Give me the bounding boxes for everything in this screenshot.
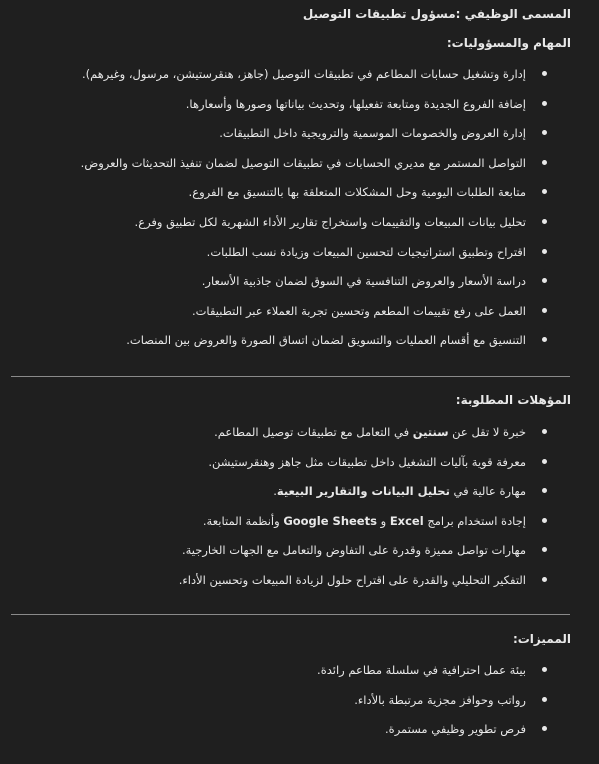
bullet-dot-icon bbox=[542, 101, 547, 106]
bullet-dot-icon bbox=[542, 337, 547, 342]
bullet-dot-icon bbox=[542, 429, 547, 434]
section-divider bbox=[11, 376, 570, 377]
qualifications-list bbox=[0, 424, 599, 602]
list-item: التنسيق مع أقسام العمليات والتسويق لضمان اتساق الصورة والعروض بين المنصات. bbox=[0, 332, 599, 362]
list-item: مهارة عالية في تحليل البيانات والتقارير البيعية. bbox=[0, 483, 599, 513]
list-item: التواصل المستمر مع مديري الحسابات في تطبيقات التوصيل لضمان تنفيذ التحديثات والعروض. bbox=[0, 155, 599, 185]
bullet-dot-icon bbox=[542, 189, 547, 194]
bullet-dot-icon bbox=[542, 697, 547, 702]
bullet-dot-icon bbox=[542, 130, 547, 135]
bullet-dot-icon bbox=[542, 308, 547, 313]
bullet-dot-icon bbox=[542, 71, 547, 76]
bullet-dot-icon bbox=[542, 249, 547, 254]
list-item: دراسة الأسعار والعروض التنافسية في السوق لضمان جاذبية الأسعار. bbox=[0, 273, 599, 303]
list-item: فرص تطوير وظيفي مستمرة. bbox=[0, 721, 599, 751]
bullet-dot-icon bbox=[542, 667, 547, 672]
list-item: إدارة وتشغيل حسابات المطاعم في تطبيقات التوصيل (جاهز، هنقرستيشن، مرسول، وغيرهم). bbox=[0, 66, 599, 96]
section-divider bbox=[11, 614, 570, 615]
list-item: إجادة استخدام برامج Excel و Google Sheets وأنظمة المتابعة. bbox=[0, 513, 599, 543]
bullet-dot-icon bbox=[542, 518, 547, 523]
list-item: رواتب وحوافز مجزية مرتبطة بالأداء. bbox=[0, 692, 599, 722]
list-item: إضافة الفروع الجديدة ومتابعة تفعيلها، وتحديث بياناتها وصورها وأسعارها. bbox=[0, 96, 599, 126]
list-item: التفكير التحليلي والقدرة على اقتراح حلول لزيادة المبيعات وتحسين الأداء. bbox=[0, 572, 599, 602]
bullet-dot-icon bbox=[542, 278, 547, 283]
list-item: متابعة الطلبات اليومية وحل المشكلات المتعلقة بها بالتنسيق مع الفروع. bbox=[0, 184, 599, 214]
bullet-dot-icon bbox=[542, 160, 547, 165]
job-title: المسمى الوظيفي :مسؤول تطبيقات التوصيل bbox=[302, 7, 571, 21]
responsibilities-list bbox=[0, 66, 599, 362]
benefits-list bbox=[0, 662, 599, 751]
qualifications-heading: المؤهلات المطلوبة: bbox=[455, 393, 571, 407]
list-item: إدارة العروض والخصومات الموسمية والترويجية داخل التطبيقات. bbox=[0, 125, 599, 155]
bullet-dot-icon bbox=[542, 726, 547, 731]
list-item: بيئة عمل احترافية في سلسلة مطاعم رائدة. bbox=[0, 662, 599, 692]
bullet-dot-icon bbox=[542, 547, 547, 552]
benefits-heading: المميزات: bbox=[512, 632, 571, 646]
list-item: تحليل بيانات المبيعات والتقييمات واستخراج تقارير الأداء الشهرية لكل تطبيق وفرع. bbox=[0, 214, 599, 244]
list-item: العمل على رفع تقييمات المطعم وتحسين تجربة العملاء عبر التطبيقات. bbox=[0, 303, 599, 333]
bullet-dot-icon bbox=[542, 488, 547, 493]
list-item: خبرة لا تقل عن سنتين في التعامل مع تطبيقات توصيل المطاعم. bbox=[0, 424, 599, 454]
bullet-dot-icon bbox=[542, 459, 547, 464]
bullet-dot-icon bbox=[542, 219, 547, 224]
list-item: اقتراح وتطبيق استراتيجيات لتحسين المبيعات وزيادة نسب الطلبات. bbox=[0, 244, 599, 274]
bullet-dot-icon bbox=[542, 577, 547, 582]
responsibilities-heading: المهام والمسؤوليات: bbox=[446, 36, 571, 50]
list-item: معرفة قوية بآليات التشغيل داخل تطبيقات مثل جاهز وهنقرستيشن. bbox=[0, 454, 599, 484]
list-item: مهارات تواصل مميزة وقدرة على التفاوض والتعامل مع الجهات الخارجية. bbox=[0, 542, 599, 572]
